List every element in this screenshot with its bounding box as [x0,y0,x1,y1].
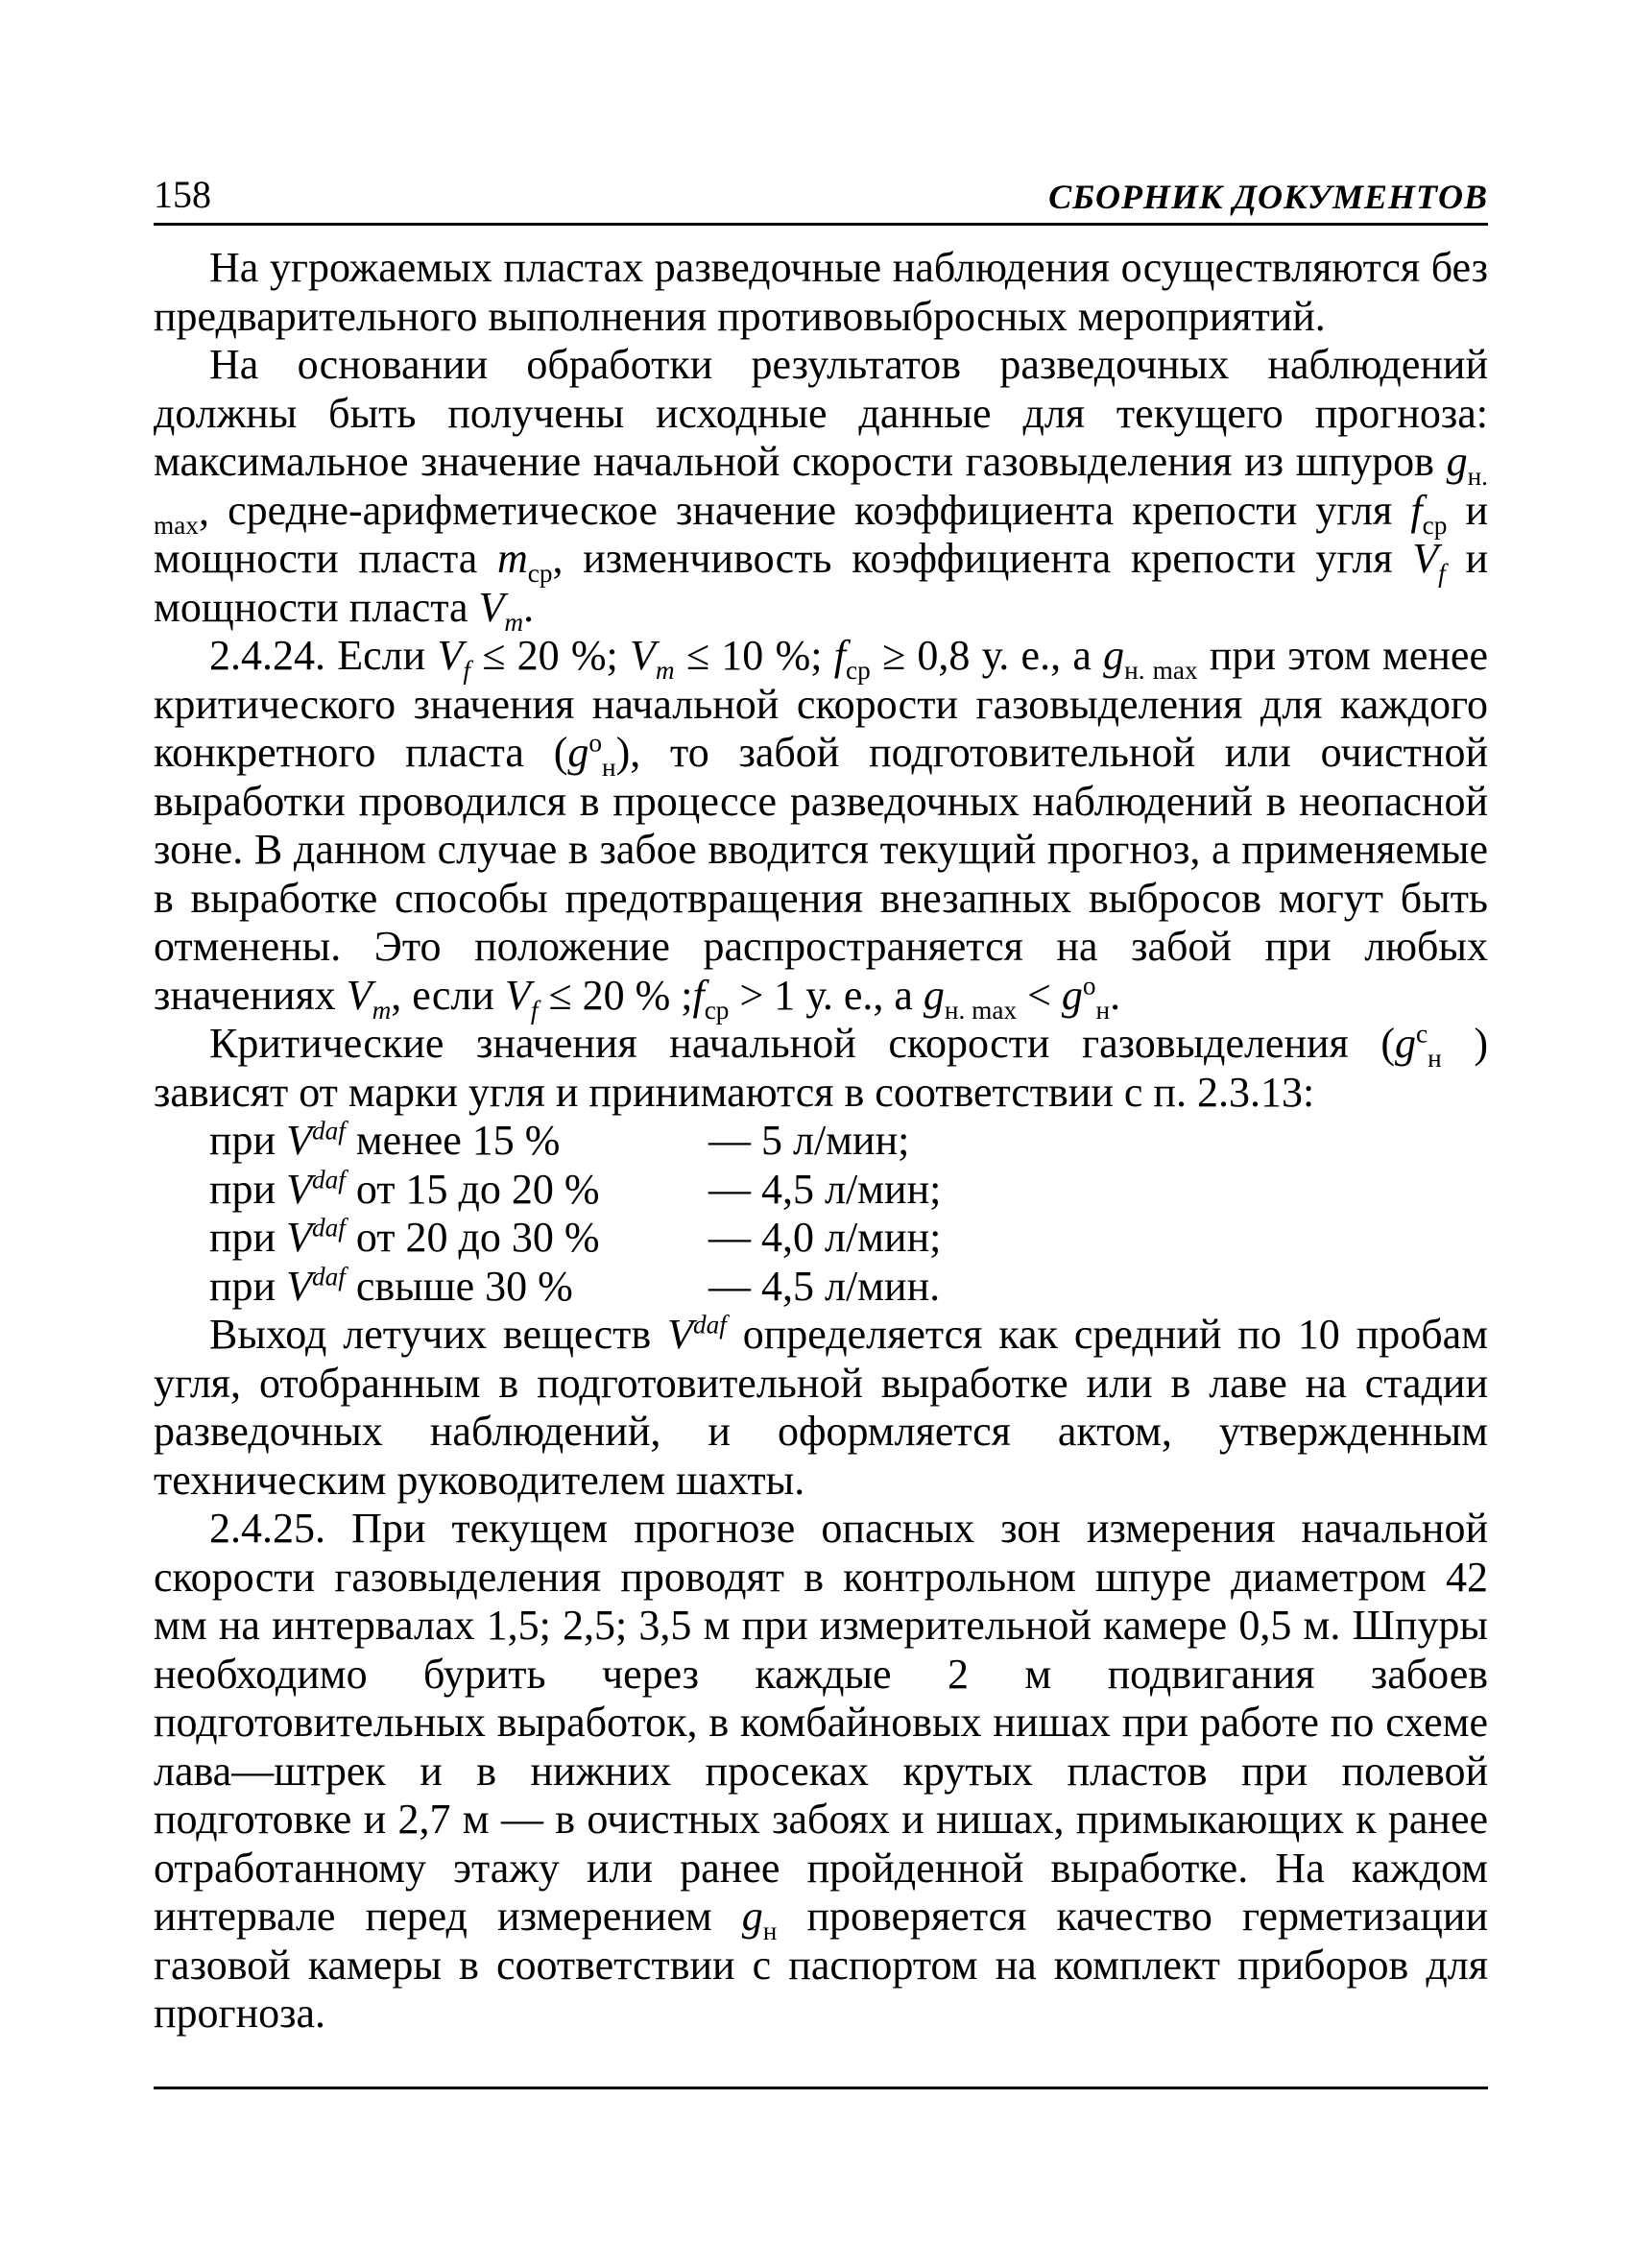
list-item: при $V^{daf}$ свыше 30 % — 4,5 л/мин. [209,1261,941,1310]
running-title: СБОРНИК ДОКУМЕНТОВ [1048,178,1488,216]
paragraph-volatile-matter: Выход летучих веществ $V^{daf}$ определяется как средний по 10 пробам угля, отобранным в подготовительной выработке или в лаве на стадии разведочных наблюдений, и оформляется актом, утвержденным техническим руководителем шахты. [154,1310,1489,1504]
list-item: при $V^{daf}$ от 20 до 30 % — 4,0 л/мин; [209,1213,942,1261]
paragraph-1: На угрожаемых пластах разведочные наблюдения осуществляются без предварительного выполнения противовыбросных мероприятий. [154,244,1488,340]
list-item: при $V^{daf}$ от 15 до 20 % — 4,5 л/мин; [209,1164,942,1213]
footer-rule [154,2087,1488,2089]
critical-values-list [154,1117,1488,1311]
paragraph-2-4-24: 2.4.24. Если $V_f \le 20$ %; $V_m \le 10$ %; $f_{ср} \ge 0,8$ у. е., а $g_{н. max}$ при этом менее критического значения начальной скорости газовыделения для каждого конкретного пласта $(g^о_н)$, то забой подготовительной или очистной выработки проводился в процессе разведочных наблюдений в неопасной зоне. В данном случае в забое вводится текущий прогноз, а применяемые в выработке способы предотвращения внезапных выбросов могут быть отменены. Это положение распространяется на забой при любых значениях $V_m$, если $V_f \le 20$ % $;f_{ср} > 1$ у. е., а $g_{н. max} < g^о_н$. [154,632,1488,1025]
paragraph-2: На основании обработки результатов разведочных наблюдений должны быть получены исходные данные для текущего прогноза: максимальное значение начальной скорости газовыделения из шпуров $g_{н. max}$, средне-арифметическое значение коэффициента крепости угля $f_{ср}$ и мощности пласта $m_{ср}$, изменчивость коэффициента крепости угля $V_f$ и мощности пласта $V_m$. [154,341,1488,637]
page-number: 158 [154,173,211,216]
paragraph-2-4-25: 2.4.25. При текущем прогнозе опасных зон измерения начальной скорости газовыделения проводят в контрольном шпуре диаметром 42 мм на интервалах 1,5; 2,5; 3,5 м при измерительной камере 0,5 м. Шпуры необходимо бурить через каждые 2 м подвигания забоев подготовительных выработок, в комбайновых нишах при работе по схеме лава—штрек и в нижних просеках крутых пластов при полевой подготовке и 2,7 м — в очистных забоях и нишах, примыкающих к ранее отработанному этажу или ранее пройденной выработке. На каждом интервале перед измерением $g_н$ проверяется качество герметизации газовой камеры в соответствии с паспортом на комплект приборов для прогноза. [154,1505,1488,2037]
page-body [154,244,1488,2039]
list-item: при $V^{daf}$ менее 15 % — 5 л/мин; [209,1116,910,1164]
paragraph-critical-values: Критические значения начальной скорости газовыделения ($g^с_н$ ) зависят от марки угля и принимаются в соответствии с п. 2.3.13: [154,1019,1488,1116]
page-header [154,173,1488,226]
